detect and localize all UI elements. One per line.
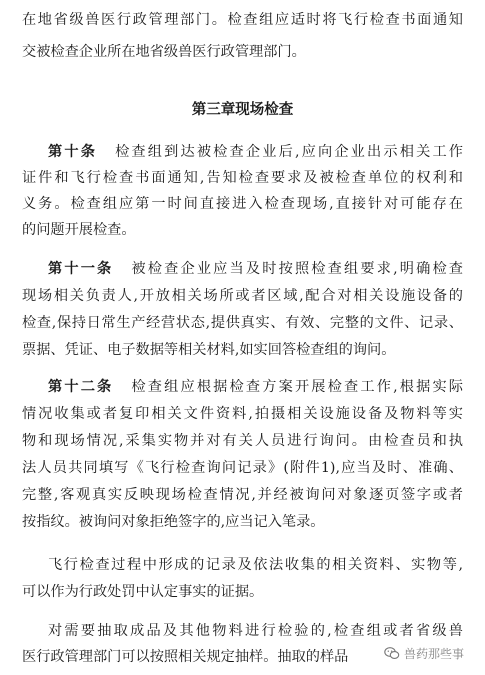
text-line: 的问题开展检查。 [22,222,136,238]
text-line: 飞行检查过程中形成的记录及依法收集的相关资料、实物等, [48,557,463,573]
article-11-first-line [48,257,463,281]
article-10-label: 第十条 [48,144,98,160]
text-line: 物和现场情况,采集实物并对有关人员进行询问。由检查员和执 [22,433,463,449]
text-line: 完整,客观真实反映现场检查情况,并经被询问对象逐页签字或者 [22,487,463,503]
text-line: 现场相关负责人,开放相关场所或者区域,配合对相关设施设备的 [22,288,463,304]
text-line: 检查,保持日常生产经营状态,提供真实、有效、完整的文件、记录、 [22,315,463,331]
text-line: 在地省级兽医行政管理部门。检查组应适时将飞行检查书面通知 [22,12,463,28]
watermark [381,642,467,664]
text-line: 义务。检查组应第一时间直接进入检查现场,直接针对可能存在 [22,196,463,212]
text-line: 对需要抽取成品及其他物料进行检验的,检查组或者省级兽 [48,623,463,639]
text-line: 按指纹。被询问对象拒绝签字的,应当记入笔录。 [22,514,325,530]
article-12-first-line [48,375,463,399]
text-line: 医行政管理部门可以按照相关规定抽样。抽取的样品 [22,649,349,665]
article-12-label: 第十二条 [48,379,114,395]
text-line: 法人员共同填写《飞行检查询问记录》(附件1),应当及时、准确、 [22,460,463,476]
wechat-icon [384,645,400,661]
article-11-label: 第十一条 [48,261,114,277]
text-line: 可以作为行政处罚中认定事实的证据。 [22,584,264,600]
text-line: 票据、凭证、电子数据等相关材料,如实回答检查组的询问。 [22,342,396,358]
text-line: 交被检查企业所在地省级兽医行政管理部门。 [22,44,306,60]
text-line: 情况收集或者复印相关文件资料,拍摄相关设施设备及物料等实 [22,406,463,422]
text-segment: 检查组应根据检查方案开展检查工作,根据实际 [131,379,463,395]
watermark-text: 兽药那些事 [403,646,464,661]
text-segment: 被检查企业应当及时按照检查组要求,明确检查 [131,261,463,277]
text-line: 证件和飞行检查书面通知,告知检查要求及被检查单位的权利和 [22,170,463,186]
chapter-title: 第三章现场检查 [191,102,294,118]
text-segment: 检查组到达被检查企业后,应向企业出示相关工作 [115,144,463,160]
article-10-first-line [48,140,463,164]
